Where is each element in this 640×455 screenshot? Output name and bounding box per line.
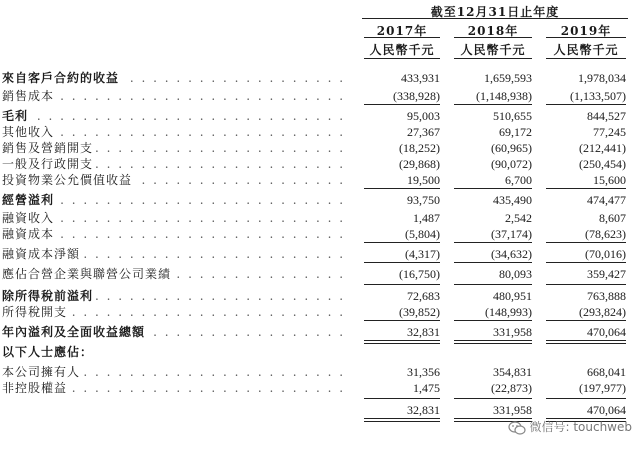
value-2019: (78,623) [585, 227, 626, 241]
subtotal-rule [454, 398, 532, 399]
subtotal-rule [364, 398, 440, 399]
value-2017: 433,931 [401, 71, 440, 85]
value-2017: 1,487 [413, 211, 440, 225]
unit-underline-2019 [546, 58, 626, 59]
value-2018: 69,172 [499, 125, 532, 139]
row-label-text: 一般及行政開支 [2, 157, 96, 171]
value-2017: (18,252) [399, 141, 440, 155]
value-2018: (37,174) [491, 227, 532, 241]
year-underline-2019 [546, 37, 626, 38]
row-net-finance-costs [0, 246, 640, 262]
row-label [2, 266, 352, 282]
row-label-text: 融資成本 [2, 227, 57, 241]
row-owners [0, 364, 640, 380]
row-label [2, 364, 352, 380]
row-label [2, 324, 352, 340]
value-2019: 668,041 [587, 365, 626, 379]
subtotal-rule [364, 421, 440, 422]
subtotal-rule [364, 284, 440, 285]
unit-header-2018: 人民幣千元 [460, 43, 526, 57]
value-2018: 6,700 [505, 173, 532, 187]
value-2019: 763,888 [587, 289, 626, 303]
value-2017: 1,475 [413, 381, 440, 395]
value-2017: (4,317) [405, 247, 440, 261]
row-label-text: 非控股權益 [2, 381, 70, 395]
year-header-2019: 2019年 [560, 24, 612, 38]
row-label [2, 140, 352, 156]
subtotal-rule [454, 262, 532, 263]
subtotal-rule [364, 340, 440, 341]
value-2017: (29,868) [399, 157, 440, 171]
value-2019: (250,454) [579, 157, 626, 171]
subtotal-rule [546, 104, 626, 105]
row-label-text [2, 403, 5, 417]
unit-header-2019: 人民幣千元 [553, 43, 619, 57]
subtotal-rule [546, 242, 626, 243]
value-2017: (16,750) [399, 267, 440, 281]
row-label [2, 246, 352, 262]
row-label [2, 124, 352, 140]
value-2017: 27,367 [407, 125, 440, 139]
unit-underline-2017 [364, 58, 440, 59]
value-2017: 32,831 [407, 403, 440, 417]
row-label [2, 172, 352, 188]
value-2019: 470,064 [587, 325, 626, 339]
value-2019: (197,977) [579, 381, 626, 395]
value-2018: 2,542 [505, 211, 532, 225]
subtotal-rule [364, 242, 440, 243]
row-label [2, 70, 352, 86]
row-label [2, 192, 352, 208]
subtotal-rule [454, 340, 532, 341]
row-label [2, 226, 352, 242]
value-2018: 80,093 [499, 267, 532, 281]
row-label [2, 156, 352, 172]
row-finance-costs [0, 226, 640, 242]
row-label [2, 344, 352, 360]
value-2017: 32,831 [407, 325, 440, 339]
subtotal-rule [546, 262, 626, 263]
value-2019: 1,978,034 [578, 71, 626, 85]
row-total-attributable [0, 402, 640, 418]
year-header-2018: 2018年 [467, 24, 519, 38]
value-2019: 844,527 [587, 109, 626, 123]
value-2018: 435,490 [493, 193, 532, 207]
subtotal-rule [546, 320, 626, 321]
unit-underline-2018 [454, 58, 532, 59]
row-label [2, 88, 352, 104]
row-label [2, 380, 352, 396]
value-2017: 93,750 [407, 193, 440, 207]
value-2019: 15,600 [593, 173, 626, 187]
subtotal-rule [364, 188, 440, 189]
row-non-controlling [0, 380, 640, 396]
row-label-text: 經營溢利 [2, 193, 57, 207]
watermark-text: 微信号: touchweb [529, 420, 632, 434]
row-label-text: 以下人士應佔： [2, 345, 96, 359]
value-2017: (5,804) [405, 227, 440, 241]
row-label-text: 本公司擁有人 [2, 365, 83, 379]
subtotal-rule [454, 284, 532, 285]
subtotal-rule [546, 398, 626, 399]
value-2017: 19,500 [407, 173, 440, 187]
value-2019: 8,607 [599, 211, 626, 225]
row-label [2, 402, 352, 418]
value-2019: (293,824) [579, 305, 626, 319]
subtotal-rule [454, 320, 532, 321]
row-gross-profit [0, 108, 640, 124]
value-2019: 359,427 [587, 267, 626, 281]
subtotal-rule [546, 188, 626, 189]
value-2017: (39,852) [399, 305, 440, 319]
row-share-of-results [0, 266, 640, 282]
unit-header-2017: 人民幣千元 [369, 43, 435, 57]
value-2019: 470,064 [587, 403, 626, 417]
row-label-text: 所得稅開支 [2, 305, 70, 319]
row-total-comprehensive-income [0, 324, 640, 340]
subtotal-rule [454, 188, 532, 189]
value-2017: 31,356 [407, 365, 440, 379]
value-2017: (338,928) [393, 89, 440, 103]
year-underline-2017 [364, 37, 440, 38]
subtotal-rule [364, 104, 440, 105]
value-2018: 1,659,593 [484, 71, 532, 85]
subtotal-rule [454, 343, 532, 344]
subtotal-rule [546, 284, 626, 285]
value-2018: 331,958 [493, 325, 532, 339]
value-2018: 480,951 [493, 289, 532, 303]
row-label-text: 毛利 [2, 109, 31, 123]
row-finance-income [0, 210, 640, 226]
period-header: 截至12月31日止年度 [430, 5, 560, 19]
row-label-text: 融資收入 [2, 211, 57, 225]
row-label-text: 融資成本淨額 [2, 247, 83, 261]
row-label [2, 288, 352, 304]
value-2018: (148,993) [485, 305, 532, 319]
value-2017: 95,003 [407, 109, 440, 123]
subtotal-rule [364, 262, 440, 263]
value-2019: (70,016) [585, 247, 626, 261]
value-2018: 510,655 [493, 109, 532, 123]
row-label-text: 其他收入 [2, 125, 57, 139]
subtotal-rule [546, 343, 626, 344]
row-label-text: 銷售及營銷開支 [2, 141, 96, 155]
value-2018: 331,958 [493, 403, 532, 417]
subtotal-rule [364, 418, 440, 419]
row-operating-profit [0, 192, 640, 208]
row-revenue [0, 70, 640, 86]
wechat-icon [508, 421, 526, 435]
value-2018: (1,148,938) [476, 89, 532, 103]
row-label [2, 304, 352, 320]
value-2019: 77,245 [593, 125, 626, 139]
row-label-text: 投資物業公允價值收益 [2, 173, 135, 187]
subtotal-rule [364, 343, 440, 344]
value-2018: (34,632) [491, 247, 532, 261]
value-2018: (90,072) [491, 157, 532, 171]
row-profit-before-tax [0, 288, 640, 304]
row-cost-of-sales [0, 88, 640, 104]
row-fv-gain [0, 172, 640, 188]
row-label [2, 108, 352, 124]
subtotal-rule [546, 340, 626, 341]
row-general-admin [0, 156, 640, 172]
row-label-text: 應佔合營企業與聯營公司業績 [2, 267, 174, 281]
period-underline [362, 18, 628, 19]
value-2018: (22,873) [491, 381, 532, 395]
watermark [508, 418, 632, 435]
subtotal-rule [364, 320, 440, 321]
value-2018: 354,831 [493, 365, 532, 379]
row-label-text: 除所得稅前溢利 [2, 289, 96, 303]
row-other-income [0, 124, 640, 140]
row-selling-marketing [0, 140, 640, 156]
value-2019: (1,133,507) [570, 89, 626, 103]
row-label-text: 銷售成本 [2, 89, 57, 103]
subtotal-rule [454, 242, 532, 243]
value-2019: (212,441) [579, 141, 626, 155]
value-2017: 72,683 [407, 289, 440, 303]
value-2019: 474,477 [587, 193, 626, 207]
value-2018: (60,965) [491, 141, 532, 155]
row-attributable-to [0, 344, 640, 360]
row-label [2, 210, 352, 226]
subtotal-rule [454, 104, 532, 105]
row-label-text: 年內溢利及全面收益總額 [2, 325, 148, 339]
row-label-text: 來自客戶合約的收益 [2, 71, 122, 85]
row-income-tax [0, 304, 640, 320]
year-header-2017: 2017年 [376, 24, 428, 38]
year-underline-2018 [454, 37, 532, 38]
